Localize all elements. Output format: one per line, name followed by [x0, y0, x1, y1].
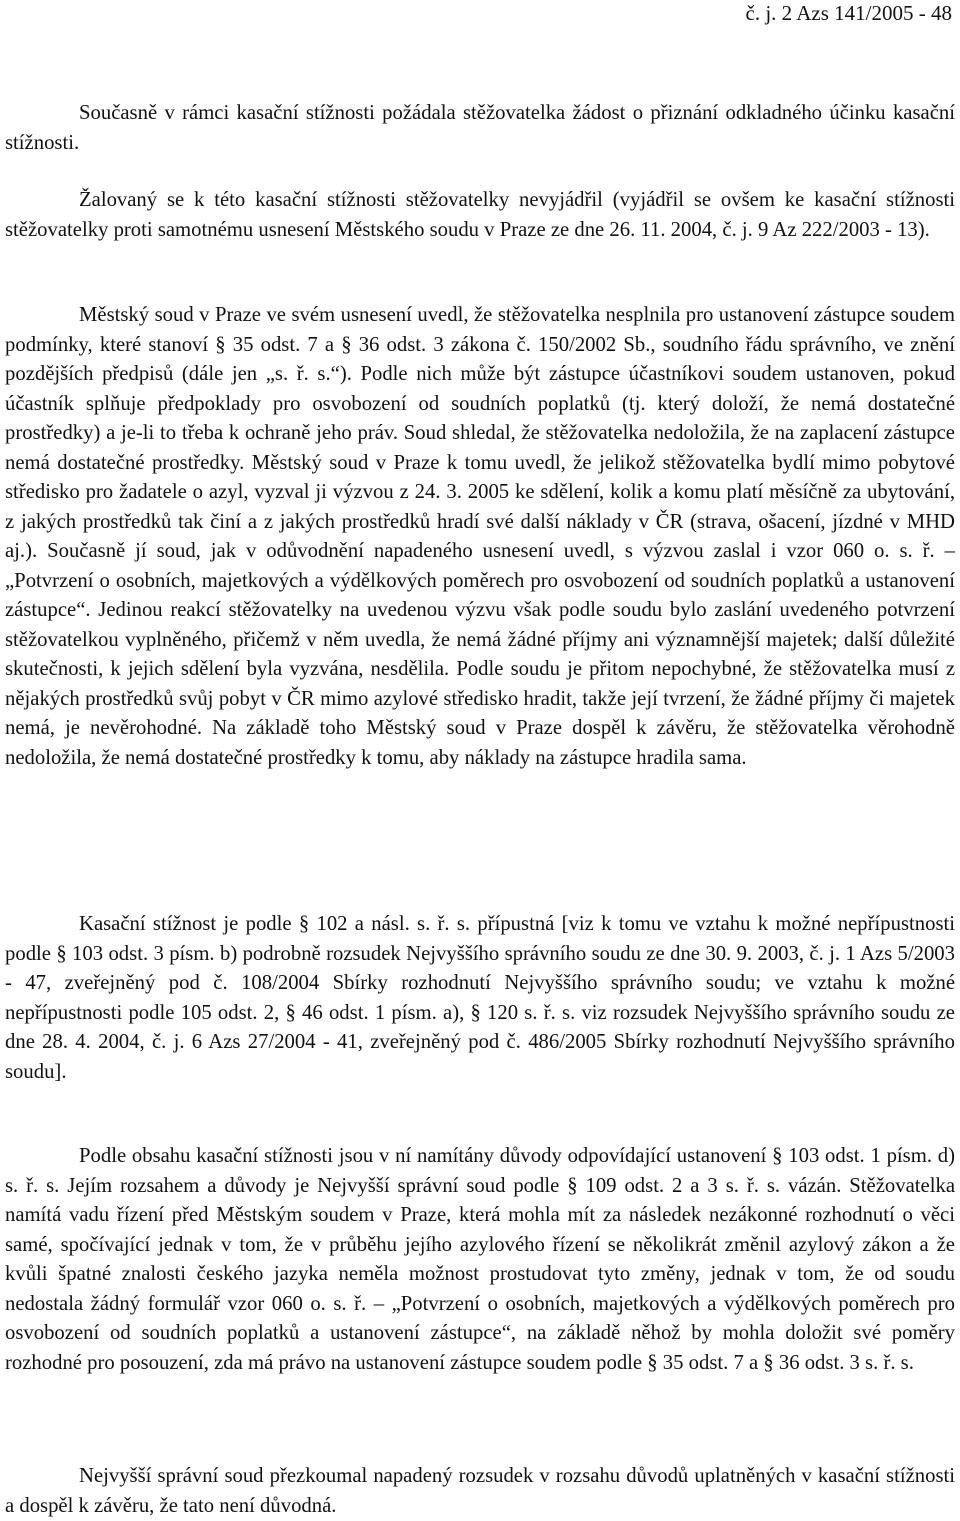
paragraph-odkladny-ucinek: Současně v rámci kasační stížnosti požádala stěžovatelka žádost o přiznání odkladného účinku kasační stížnosti.	[5, 102, 955, 154]
paragraph-zaver: Nejvyšší správní soud přezkoumal napadený rozsudek v rozsahu důvodů uplatněných v kasační stížnosti a dospěl k závěru, že tato není důvodná.	[5, 1465, 955, 1517]
case-reference: č. j. 2 Azs 141/2005 - 48	[745, 1, 952, 25]
paragraph-zalovany: Žalovaný se k této kasační stížnosti stěžovatelky nevyjádřil (vyjádřil se ovšem ke kasační stížnosti stěžovatelky proti samotnému usnesení Městského soudu v Praze ze dne 26. 11. 2004, č. j. 9 Az 222/2003 - 13).	[5, 189, 955, 241]
paragraph-pripustnost: Kasační stížnost je podle § 102 a násl. s. ř. s. přípustná [viz k tomu ve vztahu k možné nepřípustnosti podle § 103 odst. 3 písm. b) podrobně rozsudek Nejvyššího správního soudu ze dne 30. 9. 2003, č. j. 1 Azs 5/2003 - 47, zveřejněný pod č. 108/2004 Sbírky rozhodnutí Nejvyššího správního soudu; ve vztahu k možné nepřípustnosti podle 105 odst. 2, § 46 odst. 1 písm. a), § 120 s. ř. s. viz rozsudek Nejvyššího správního soudu ze dne 28. 4. 2004, č. j. 6 Azs 27/2004 - 41, zveřejněný pod č. 486/2005 Sbírky rozhodnutí Nejvyššího správního soudu].	[5, 913, 955, 1083]
paragraph-duvody: Podle obsahu kasační stížnosti jsou v ní namítány důvody odpovídající ustanovení § 103 odst. 1 písm. d) s. ř. s. Jejím rozsahem a důvody je Nejvyšší správní soud podle § 109 odst. 2 a 3 s. ř. s. vázán. Stěžovatelka namítá vadu řízení před Městským soudem v Praze, která mohla mít za následek nezákonné rozhodnutí o věci samé, spočívající jednak v tom, že v průběhu jejího azylového řízení se několikrát změnil azylový zákon a že kvůli špatné znalosti českého jazyka neměla možnost prostudovat tyto změny, jednak v tom, že od soudu nedostala žádný formulář vzor 060 o. s. ř. – „Potvrzení o osobních, majetkových a výdělkových poměrech pro osvobození od soudních poplatků a ustanovení zástupce“, na základě něhož by mohla doložit své poměry rozhodné pro posouzení, zda má právo na ustanovení zástupce soudem podle § 35 odst. 7 a § 36 odst. 3 s. ř. s.	[5, 1145, 955, 1374]
paragraph-mestsky-soud: Městský soud v Praze ve svém usnesení uvedl, že stěžovatelka nesplnila pro ustanovení zástupce soudem podmínky, které stanoví § 35 odst. 7 a § 36 odst. 3 zákona č. 150/2002 Sb., soudního řádu správního, ve znění pozdějších předpisů (dále jen „s. ř. s.“). Podle nich může být zástupce účastníkovi soudem ustanoven, pokud účastník splňuje předpoklady pro osvobození od soudních poplatků (tj. který doloží, že nemá dostatečné prostředky) a je-li to třeba k ochraně jeho práv. Soud shledal, že stěžovatelka nedoložila, že na zaplacení zástupce nemá dostatečné prostředky. Městský soud v Praze k tomu uvedl, že jelikož stěžovatelka bydlí mimo pobytové středisko pro žadatele o azyl, vyzval ji výzvou z 24. 3. 2005 ke sdělení, kolik a komu platí měsíčně za ubytování, z jakých prostředků tak činí a z jakých prostředků hradí své další náklady v ČR (strava, ošacení, jízdné v MHD aj.). Současně jí soud, jak v odůvodnění napadeného usnesení uvedl, s výzvou zaslal i vzor 060 o. s. ř. – „Potvrzení o osobních, majetkových a výdělkových poměrech pro osvobození od soudních poplatků a ustanovení zástupce“. Jedinou reakcí stěžovatelky na uvedenou výzvu však podle soudu bylo zaslání uvedeného potvrzení stěžovatelkou vyplněného, přičemž v něm uvedla, že nemá žádné příjmy ani významnější majetek; další důležité skutečnosti, k jejich sdělení byla vyzvána, nesdělila. Podle soudu je přitom nepochybné, že stěžovatelka musí z nějakých prostředků svůj pobyt v ČR mimo azylové středisko hradit, takže její tvrzení, že žádné příjmy či majetek nemá, je nevěrohodné. Na základě toho Městský soud v Praze dospěl k závěru, že stěžovatelka věrohodně nedoložila, že nemá dostatečné prostředky k tomu, aby náklady na zástupce hradila sama.	[5, 304, 955, 769]
